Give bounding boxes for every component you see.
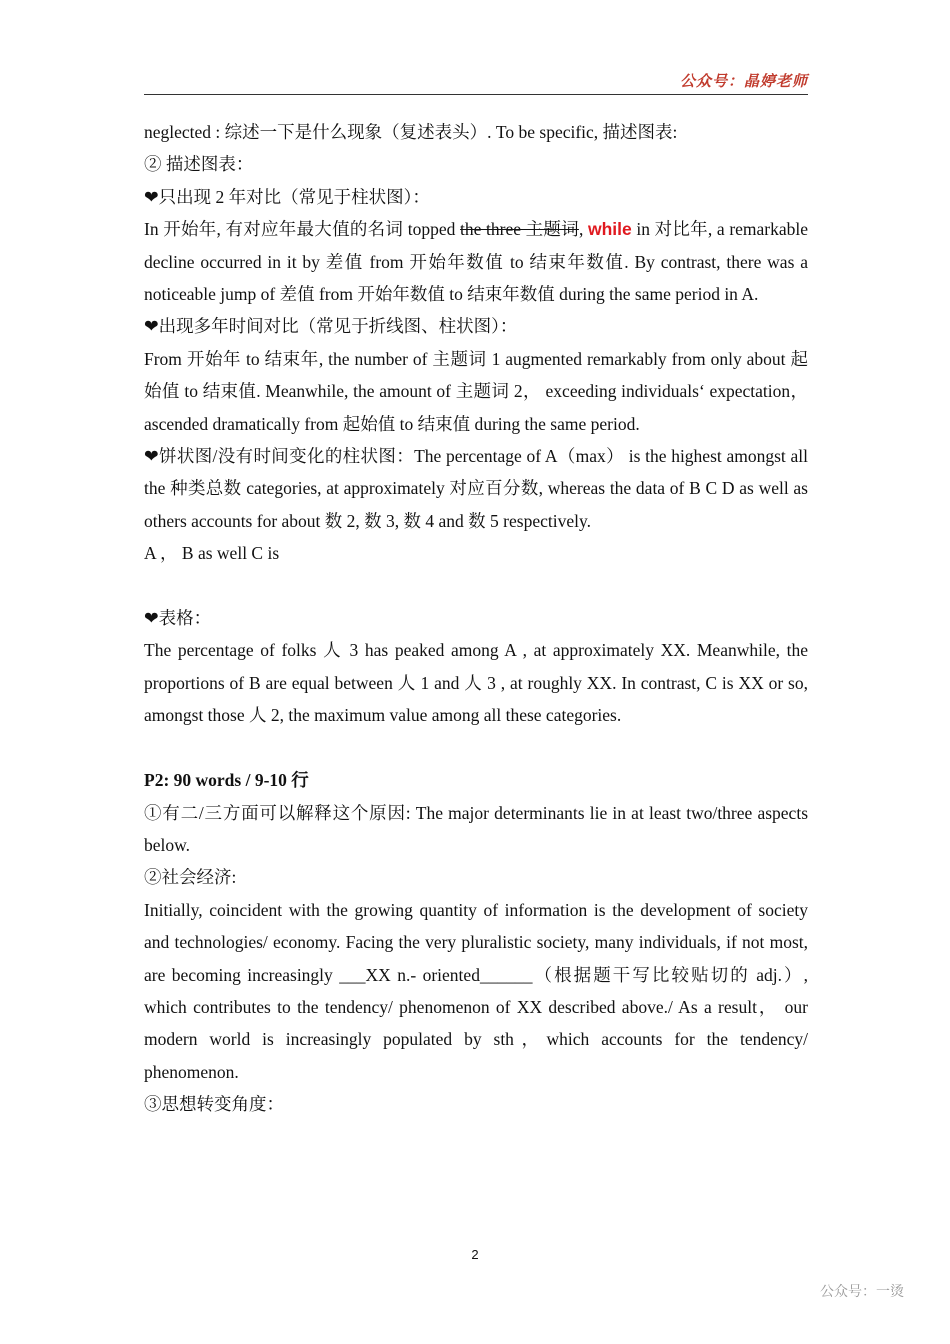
paragraph-table-template: The percentage of folks 人 3 has peaked among A , at approximately XX. Meanwhile, the proportions of B are equal between 人 1 and 人 3 , at roughly XX. In contrast, C is XX or so, amongst those 人 2, the maximum value among all these categories. <box>144 640 808 726</box>
paragraph-determinants: ①有二/三方面可以解释这个原因: The major determinants lie in at least two/three aspects below. <box>144 802 808 855</box>
paragraph-neglected: neglected : 综述一下是什么现象（复述表头）. To be specific, 描述图表: <box>144 122 678 142</box>
blank-line <box>144 570 808 602</box>
page-number: 2 <box>471 1247 479 1262</box>
subheading-mindset-change: ③思想转变角度： <box>144 1094 284 1115</box>
paragraph-pie-chart-template: ❤饼状图/没有时间变化的柱状图：The percentage of A（max） is the highest amongst all the 种类总数 categories, at approximately 对应百分数, whereas the data of B C D as well as others accounts for about 数 2, 数 3, 数 4 and 数 5 respectively. <box>144 446 808 531</box>
blank-line <box>144 732 808 764</box>
section-heading-describe-chart: ② 描述图表： <box>144 154 254 175</box>
paragraph-a-b-c: A ， B as well C is <box>144 543 280 564</box>
subheading-social-economy: ②社会经济: <box>144 867 237 888</box>
subheading-two-year-comparison: ❤只出现 2 年对比（常见于柱状图）： <box>144 186 430 207</box>
watermark: 公众号：一烫 <box>820 1284 904 1300</box>
header-brand: 公众号：晶婷老师 <box>679 72 808 90</box>
subheading-table: ❤表格： <box>144 608 212 629</box>
highlight-while: while <box>587 219 632 240</box>
paragraph-two-year-template <box>144 213 808 310</box>
subheading-multi-year-comparison: ❤出现多年时间对比（常见于折线图、柱状图）： <box>144 316 518 337</box>
two-year-text-rest: in 对比年, a remarkable decline occurred in it by 差值 from 开始年数值 to 结束年数值. By contrast, there was a noticeable jump of 差值 from 开始年数值 to 结束年数值 during the same period in A. <box>144 219 809 305</box>
document-body <box>144 116 808 1121</box>
struck-text: the three 主题词 <box>460 219 579 240</box>
header-divider <box>144 94 808 95</box>
section-heading-p2: P2: 90 words / 9-10 行 <box>144 770 309 791</box>
paragraph-social-economy-template: Initially, coincident with the growing quantity of information is the development of society and technologies/ economy. Facing the very pluralistic society, many individuals, if not most, are becoming increasingly ___XX n.- oriented______（根据题干写比较贴切的 adj.）, which contributes to the tendency/ phenomenon of XX described above./ As a result， our modern world is increasingly populated by sth，which accounts for the tendency/ phenomenon. <box>144 899 808 1082</box>
two-year-text-start: In 开始年, 有对应年最大值的名词 topped <box>144 219 461 240</box>
paragraph-multi-year-template: From 开始年 to 结束年, the number of 主题词 1 augmented remarkably from only about 起始值 to 结束值. Meanwhile, the amount of 主题词 2， exceeding individuals‘ expectation，ascended dramatically from 起始值 to 结束值 during the same period. <box>144 348 808 434</box>
two-year-text-comma: , <box>578 219 588 240</box>
